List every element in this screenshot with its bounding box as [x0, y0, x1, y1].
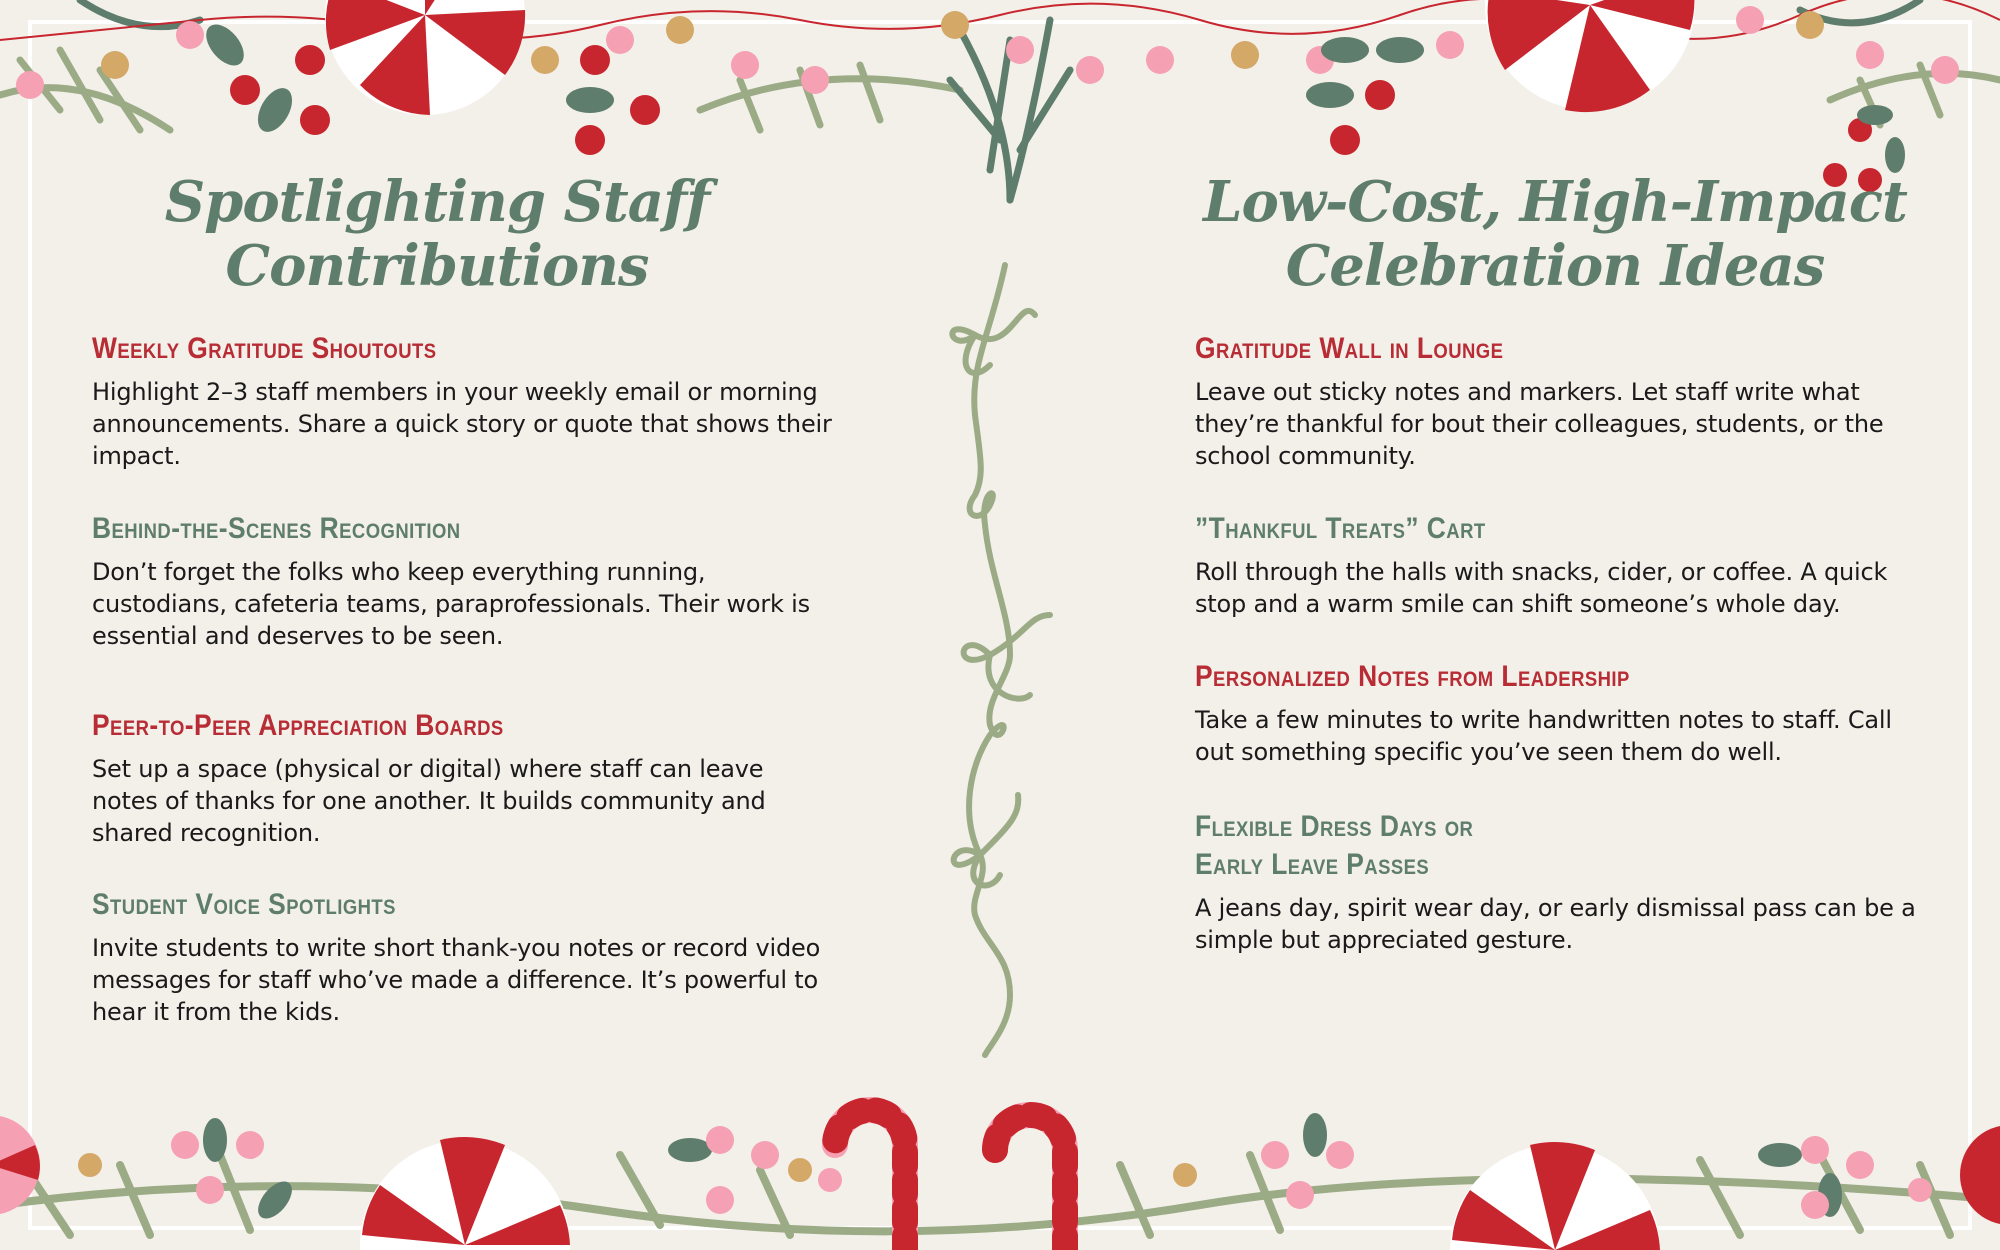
- ribbon-vine-icon: [930, 255, 1070, 1065]
- section-heading: Behind-the-Scenes Recognition: [92, 512, 461, 545]
- right-column: [1195, 169, 1935, 954]
- section-heading: Weekly Gratitude Shoutouts: [92, 332, 437, 365]
- section-heading: ”Thankful Treats” Cart: [1195, 512, 1486, 545]
- left-title-line-2: Contributions: [225, 233, 649, 299]
- section-flexible-dress-days: [1195, 808, 1935, 956]
- right-title-line-2: Celebration Ideas: [1285, 233, 1825, 299]
- right-title: [1155, 170, 1955, 298]
- left-title-line-1: Spotlighting Staff: [164, 169, 710, 235]
- section-body: A jeans day, spirit wear day, or early dismissal pass can be a simple but appreciated gesture.: [1195, 894, 1916, 954]
- section-thankful-treats: [1195, 510, 1935, 620]
- section-personalized-notes: [1195, 658, 1935, 768]
- section-body: Highlight 2–3 staff members in your weekly email or morning announcements. Share a quick story or quote that shows their impact.: [92, 378, 832, 470]
- section-student-voice: [92, 886, 832, 1028]
- section-heading: Peer-to-Peer Appreciation Boards: [92, 709, 504, 742]
- left-column: [92, 169, 832, 1026]
- section-peer-to-peer: [92, 707, 832, 849]
- section-heading: Student Voice Spotlights: [92, 888, 396, 921]
- section-body: Take a few minutes to write handwritten notes to staff. Call out something specific you’ve seen them do well.: [1195, 706, 1892, 766]
- section-body: Don’t forget the folks who keep everything running, custodians, cafeteria teams, paraprofessionals. Their work is essential and deserves to be seen.: [92, 558, 810, 650]
- section-heading: Gratitude Wall in Lounge: [1195, 332, 1504, 365]
- section-weekly-gratitude: [92, 330, 832, 472]
- section-gratitude-wall: [1195, 330, 1935, 472]
- section-body: Invite students to write short thank-you notes or record video messages for staff who’ve made a difference. It’s powerful to hear it from the kids.: [92, 934, 821, 1026]
- section-heading-line-1: Flexible Dress Days or: [1195, 810, 1474, 843]
- left-title: [92, 170, 782, 298]
- section-heading-line-2: Early Leave Passes: [1195, 848, 1430, 881]
- section-body: Set up a space (physical or digital) where staff can leave notes of thanks for one another. It builds community and shared recognition.: [92, 755, 766, 847]
- section-heading: Personalized Notes from Leadership: [1195, 660, 1630, 693]
- bottom-garland-decoration: [0, 1095, 2000, 1250]
- section-body: Leave out sticky notes and markers. Let staff write what they’re thankful for bout their colleagues, students, or the school community.: [1195, 378, 1884, 470]
- right-title-line-1: Low-Cost, High-Impact: [1203, 169, 1907, 235]
- section-body: Roll through the halls with snacks, cider, or coffee. A quick stop and a warm smile can shift someone’s whole day.: [1195, 558, 1888, 618]
- section-behind-the-scenes: [92, 510, 832, 652]
